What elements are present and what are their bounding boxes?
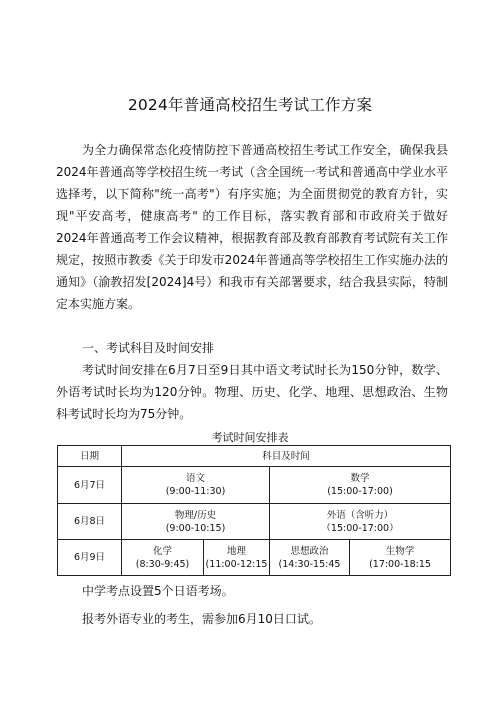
table-row — [58, 467, 451, 504]
table-header-row — [58, 446, 451, 467]
subject-name: 地理 — [226, 545, 246, 557]
date-cell: 6月9日 — [58, 540, 122, 576]
section-heading: 一、考试科目及时间安排 — [82, 341, 215, 355]
subject-time: (11:00-12:15 — [205, 558, 268, 570]
subject-cell — [122, 540, 204, 576]
note-paragraph: 中学考点设置5个日语考场。 — [82, 584, 234, 598]
subject-time: (9:00-11:30) — [165, 486, 226, 497]
date-cell: 6月8日 — [58, 504, 122, 540]
section-body: 考试时间安排在6月7日至9日其中语文考试时长为150分钟，数学、外语考试时长均为120分钟。物理、历史、化学、地理、思想政治、生物科考试时长均为75分钟。 — [56, 363, 448, 421]
subject-cell — [270, 540, 350, 576]
subject-name: 外语（含听力） — [326, 509, 394, 521]
table-row — [58, 504, 451, 540]
subject-name: 数学 — [350, 473, 370, 484]
subject-time: （15:00-17:00） — [321, 522, 399, 534]
table-caption: 考试时间安排表 — [211, 431, 289, 444]
header-date: 日期 — [58, 446, 122, 467]
header-subjects: 科目及时间 — [122, 446, 451, 467]
subject-name: 生物学 — [385, 545, 415, 557]
note-paragraph: 报考外语专业的考生，需参加6月10日口试。 — [82, 612, 321, 626]
document-title: 2024年普通高校招生考试工作方案 — [127, 96, 373, 114]
subject-name: 语文 — [185, 473, 205, 484]
subject-time: (14:30-15:45 — [278, 558, 341, 570]
subject-name: 物理/历史 — [174, 509, 217, 521]
subject-cell — [270, 504, 451, 540]
subject-cell — [122, 504, 270, 540]
subject-cell — [204, 540, 270, 576]
subject-name: 思想政治 — [290, 545, 329, 557]
subject-time: (15:00-17:00) — [327, 486, 393, 497]
intro-paragraph: 为全力确保常态化疫情防控下普通高校招生考试工作安全，确保我县2024年普通高等学校招生统一考试（含全国统一考试和普通高中学业水平选择考，以下简称"统一高考"）有序实施；为全面贯彻党的教育方针，实现"平安高考，健康高考" 的工作目标，落实教育部和市政府关于做好2024年普通高考工作会议精神，根据教育部及教育部教育考试院有关工作规定，按照市教委《关于印发市2024年普通高等学校招生工作实施办法的通知》（渝教招发[2024]4号）和我市有关部署要求，结合我县实际，特制定本实施方案。 — [56, 143, 448, 311]
subject-time: (8:30-9:45) — [135, 558, 190, 570]
subject-name: 化学 — [152, 545, 172, 557]
subject-cell — [270, 467, 451, 504]
subject-cell — [122, 467, 270, 504]
subject-time: (9:00-10:15) — [165, 522, 226, 534]
exam-schedule-table — [57, 445, 451, 576]
subject-cell — [350, 540, 451, 576]
date-cell: 6月7日 — [58, 467, 122, 504]
subject-time: (17:00-18:15 — [369, 558, 431, 570]
table-row — [58, 540, 451, 576]
